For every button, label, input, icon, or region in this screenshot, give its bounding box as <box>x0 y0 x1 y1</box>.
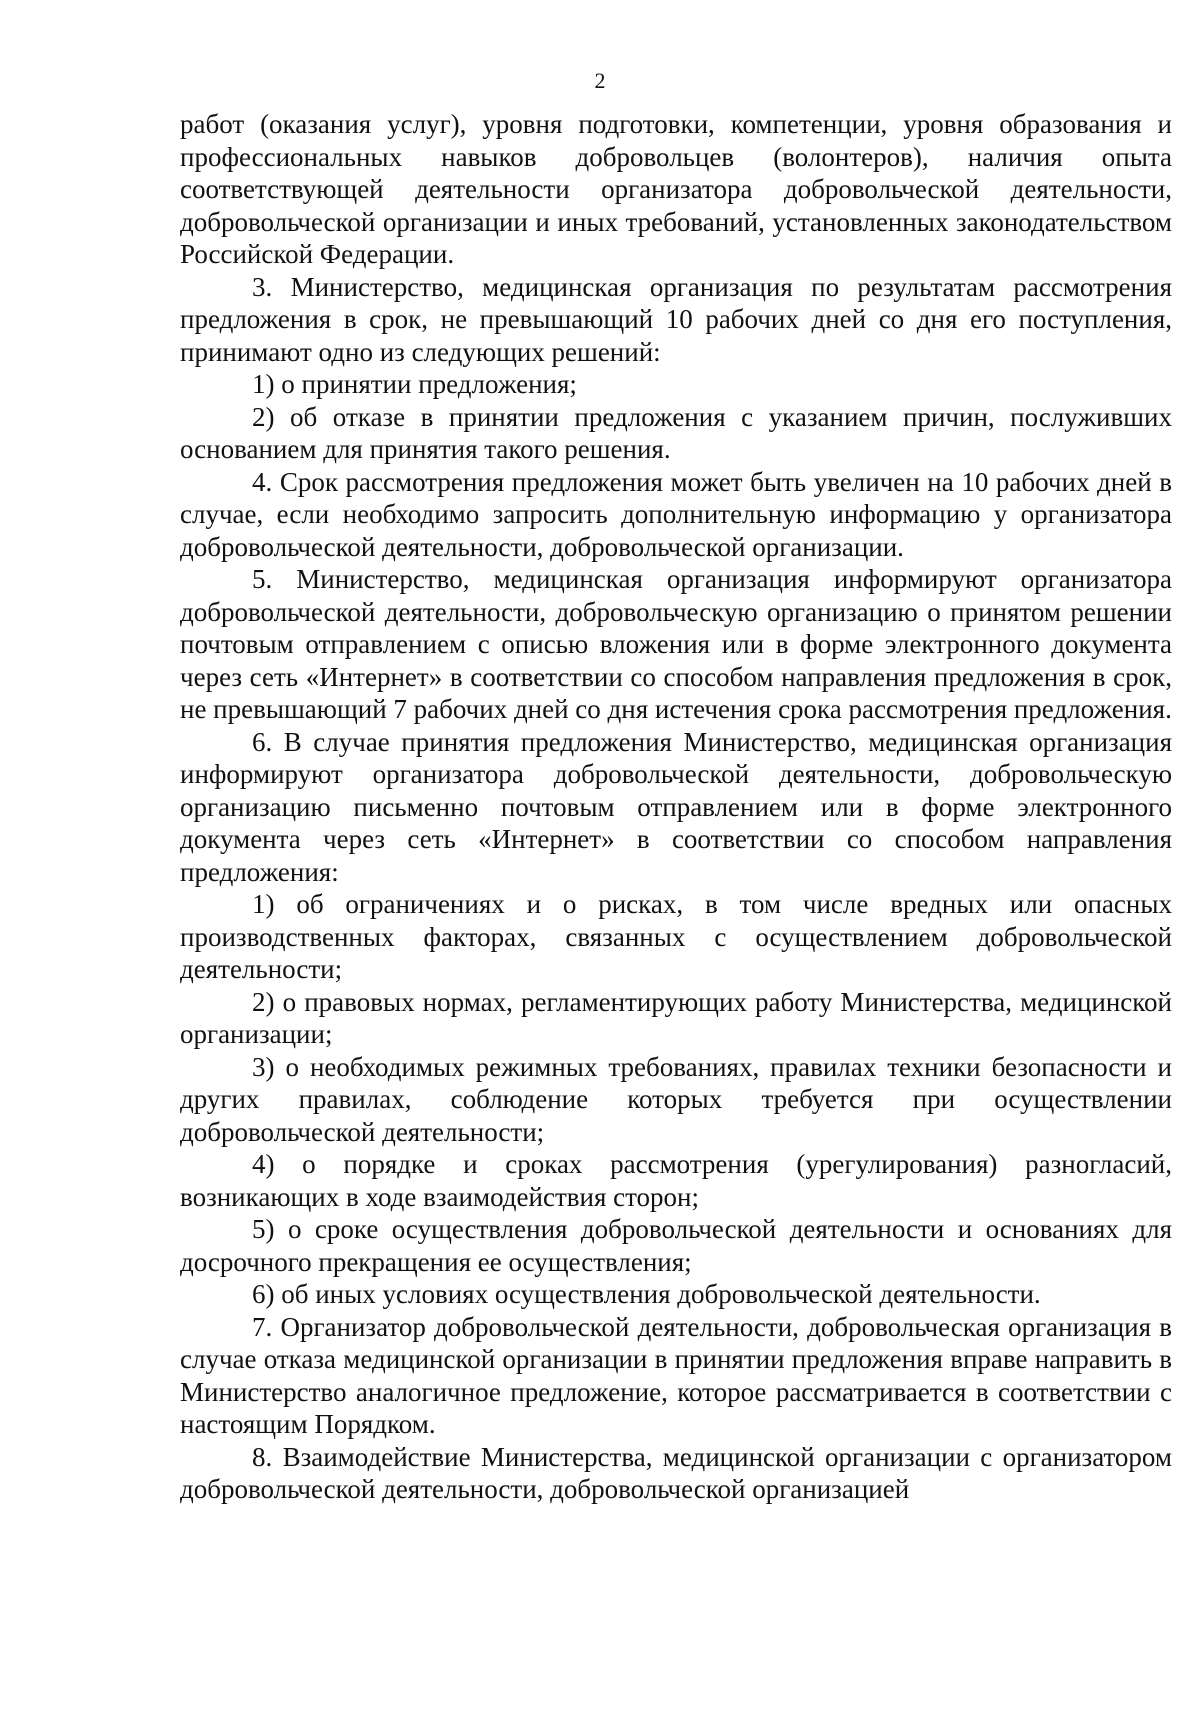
document-body <box>180 108 1172 1506</box>
paragraph: 5) о сроке осуществления добровольческой деятельности и основаниях для досрочного прекращения ее осуществления; <box>180 1214 1172 1277</box>
paragraph: 1) об ограничениях и о рисках, в том числе вредных или опасных производственных факторах, связанных с осуществлением добровольческой деятельности; <box>180 889 1172 984</box>
paragraph: 3. Министерство, медицинская организация по результатам рассмотрения предложения в срок, не превышающий 10 рабочих дней со дня его поступления, принимают одно из следующих решений: <box>180 271 1172 367</box>
paragraph: 2) об отказе в принятии предложения с указанием причин, послуживших основанием для принятия такого решения. <box>180 401 1172 464</box>
paragraph: 4) о порядке и сроках рассмотрения (урегулирования) разногласий, возникающих в ходе взаимодействия сторон; <box>180 1149 1172 1212</box>
paragraph: 4. Срок рассмотрения предложения может быть увеличен на 10 рабочих дней в случае, если необходимо запросить дополнительную информацию у организатора добровольческой деятельности, добровольческой организации. <box>180 466 1172 562</box>
paragraph: работ (оказания услуг), уровня подготовки, компетенции, уровня образования и профессиональных навыков добровольцев (волонтеров), наличия опыта соответствующей деятельности организатора добровольческой деятельности, добровольческой организации и иных требований, установленных законодательством Российской Федерации. <box>180 109 1172 269</box>
paragraph: 2) о правовых нормах, регламентирующих работу Министерства, медицинской организации; <box>180 986 1172 1049</box>
paragraph: 6) об иных условиях осуществления добровольческой деятельности. <box>252 1279 1041 1309</box>
paragraph: 8. Взаимодействие Министерства, медицинской организации с организатором добровольческой деятельности, добровольческой организацией <box>180 1441 1172 1504</box>
paragraph: 1) о принятии предложения; <box>252 369 577 399</box>
paragraph: 7. Организатор добровольческой деятельности, добровольческая организация в случае отказа медицинской организации в принятии предложения вправе направить в Министерство аналогичное предложение, которое рассматривается в соответствии с настоящим Порядком. <box>180 1311 1172 1439</box>
paragraph: 3) о необходимых режимных требованиях, правилах техники безопасности и других правилах, соблюдение которых требуется при осуществлении добровольческой деятельности; <box>180 1051 1172 1147</box>
paragraph: 5. Министерство, медицинская организация информируют организатора добровольческой деятельности, добровольческую организацию о принятом решении почтовым отправлением с описью вложения или в форме электронного документа через сеть «Интернет» в соответствии со способом направления предложения в срок, не превышающий 7 рабочих дней со дня истечения срока рассмотрения предложения. <box>180 564 1172 724</box>
page-number: 2 <box>594 68 606 93</box>
paragraph: 6. В случае принятия предложения Министерство, медицинская организация информируют организатора добровольческой деятельности, добровольческую организацию письменно почтовым отправлением или в форме электронного документа через сеть «Интернет» в соответствии со способом направления предложения: <box>180 726 1172 887</box>
